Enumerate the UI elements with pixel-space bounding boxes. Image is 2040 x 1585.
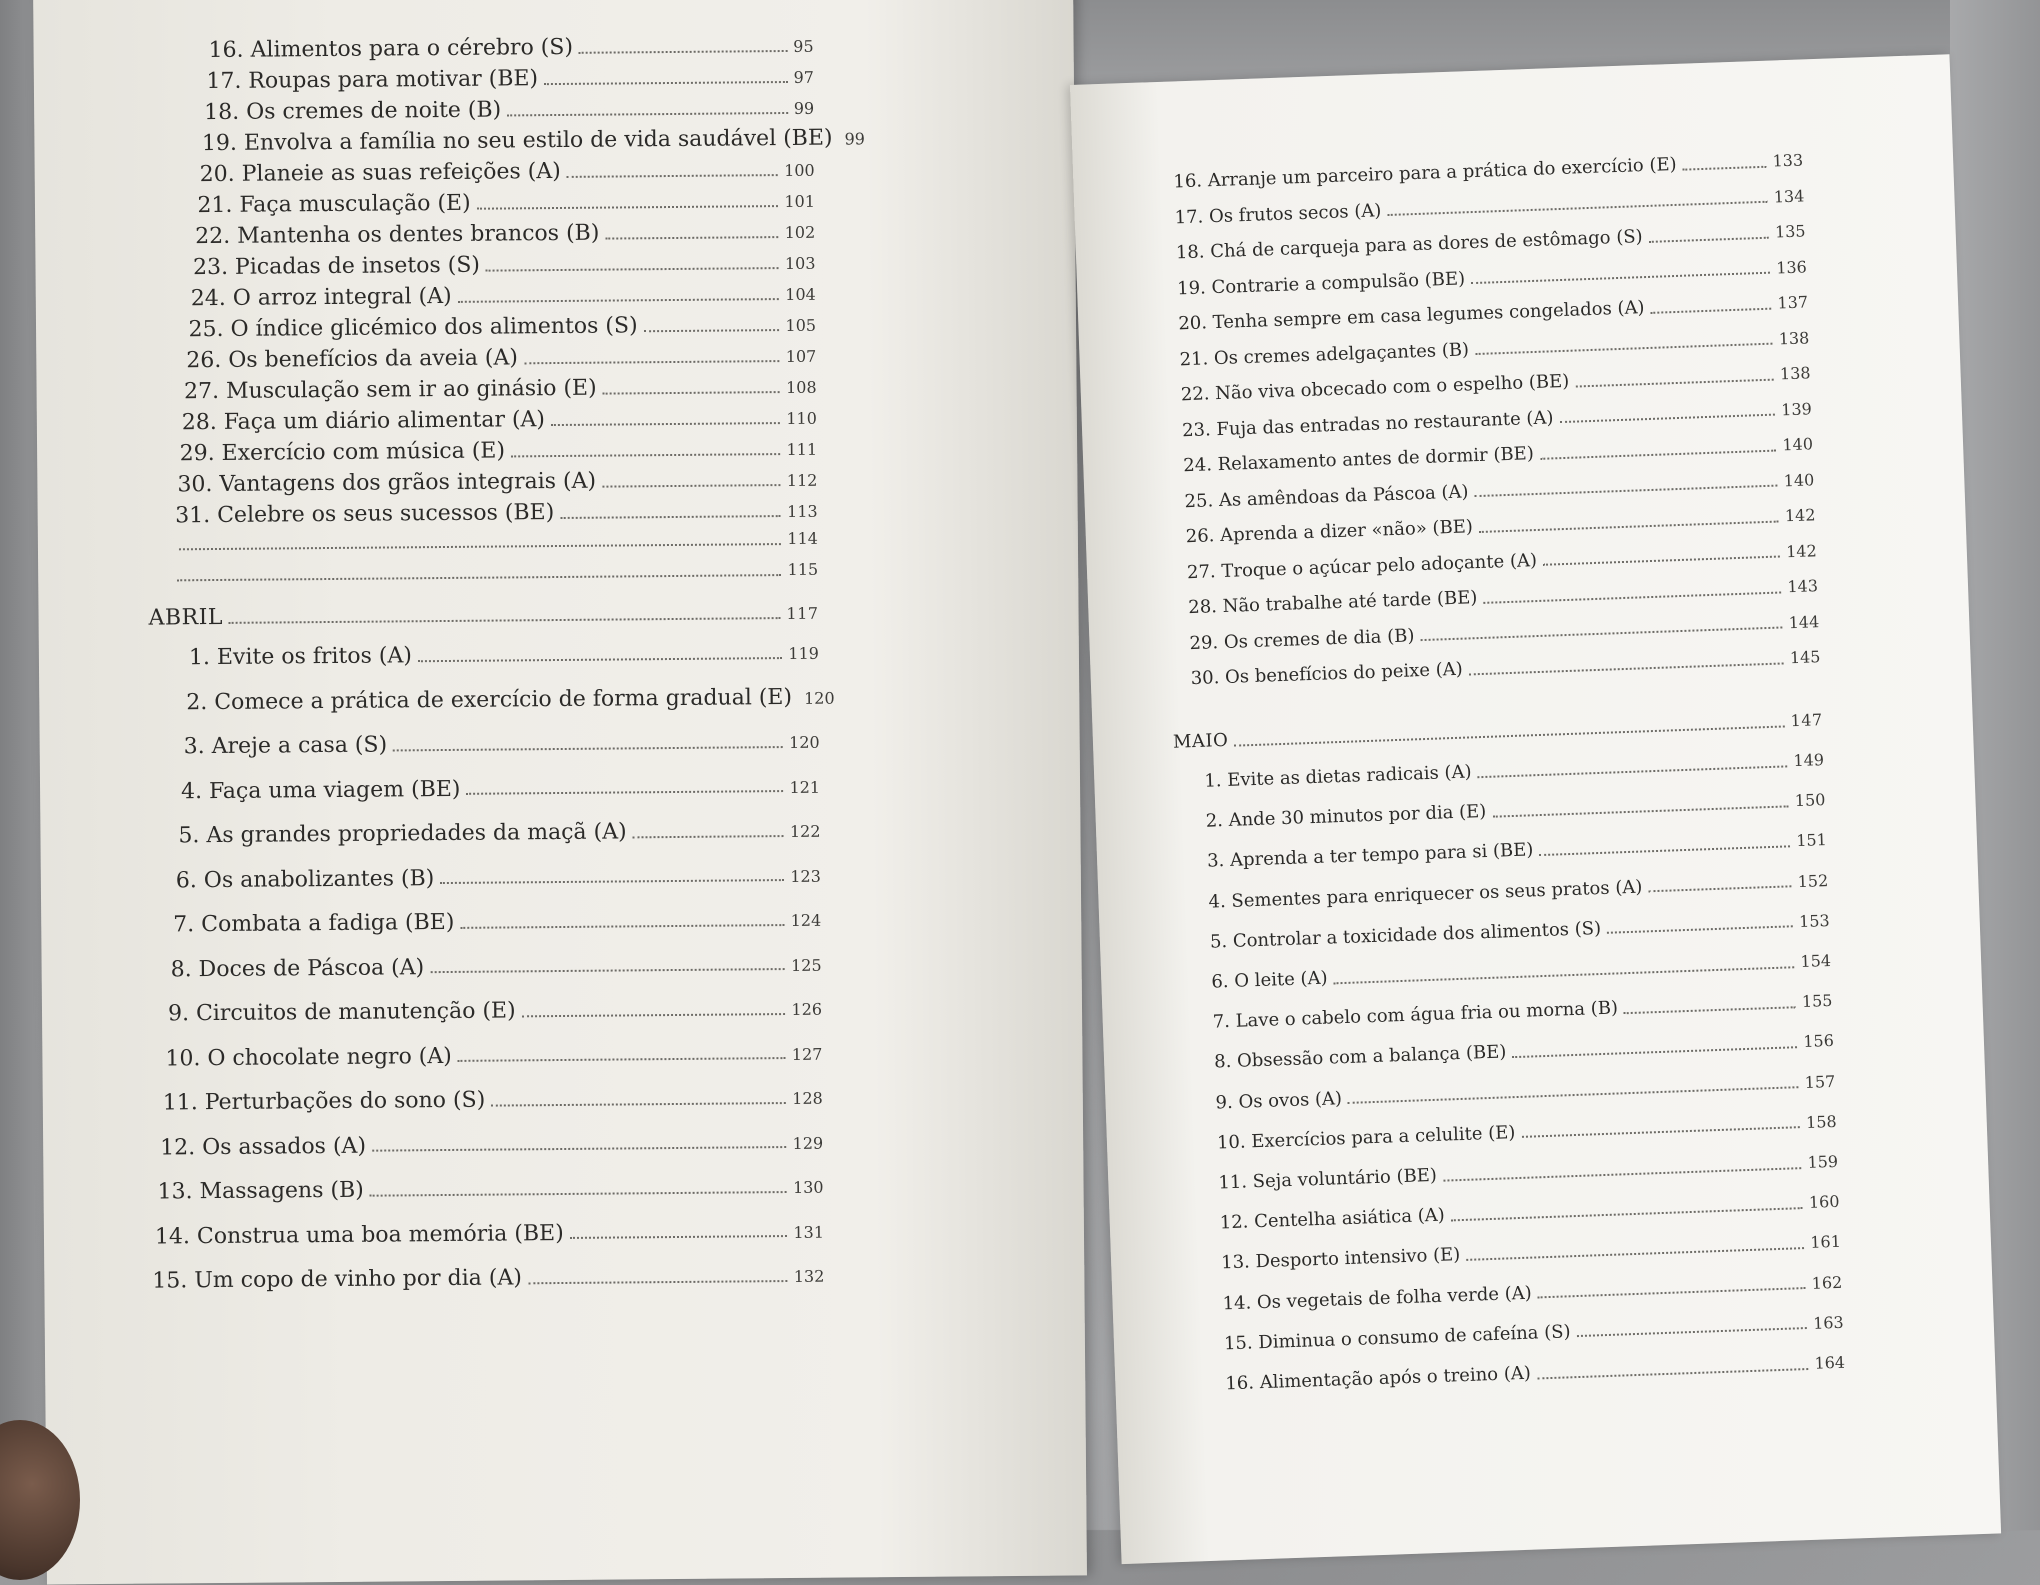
- toc-entry-title: 31. Celebre os seus sucessos (BE): [175, 500, 554, 528]
- toc-entry-title: 10. Exercícios para a celulite (E): [1217, 1122, 1516, 1153]
- dot-leader: [477, 205, 779, 210]
- toc-entry: [1218, 1151, 1838, 1194]
- toc-page-number: 103: [785, 254, 816, 273]
- dot-leader: [603, 391, 780, 395]
- toc-entry: [1211, 950, 1831, 993]
- toc-page-number: 125: [791, 955, 822, 974]
- toc-entry-title: 4. Faça uma viagem (BE): [181, 776, 461, 803]
- toc-entry-title: 22. Não viva obcecado com o espelho (BE): [1181, 371, 1570, 406]
- toc-page-number: 108: [786, 378, 817, 397]
- toc-entry-title: 19. Envolva a família no seu estilo de vida saudável (BE): [202, 126, 833, 157]
- toc-page-number: 156: [1803, 1031, 1834, 1051]
- toc-entry-title: 25. As amêndoas da Páscoa (A): [1184, 481, 1469, 512]
- toc-entry: [1210, 910, 1830, 953]
- dot-leader: [544, 80, 787, 84]
- toc-entry-title: 29. Exercício com música (E): [180, 438, 506, 466]
- toc-entry: [160, 1129, 823, 1160]
- toc-entry: [1190, 646, 1820, 689]
- toc-entry: [178, 818, 820, 849]
- toc-entry-title: 17. Roupas para motivar (BE): [206, 66, 538, 94]
- toc-entry: [1173, 149, 1803, 192]
- toc-entry-title: 5. As grandes propriedades da maçã (A): [178, 819, 626, 848]
- toc-entry-title: 27. Musculação sem ir ao ginásio (E): [184, 376, 597, 405]
- toc-entry-title: 8. Doces de Páscoa (A): [171, 955, 425, 982]
- dot-leader: [177, 574, 782, 581]
- toc-entry-title: 10. O chocolate negro (A): [165, 1043, 452, 1070]
- toc-entry-title: 9. Circuitos de manutenção (E): [168, 998, 516, 1026]
- toc-entry: [184, 729, 820, 760]
- toc-entry-title: 11. Seja voluntário (BE): [1218, 1165, 1437, 1194]
- dot-leader: [524, 360, 780, 364]
- toc-entry: [189, 640, 819, 670]
- section-heading: MAIO: [1173, 730, 1229, 753]
- dot-leader: [1471, 272, 1770, 284]
- dot-leader: [567, 174, 778, 178]
- toc-page-number: 121: [789, 777, 820, 796]
- dot-leader: [179, 543, 781, 550]
- toc-entry-title: 23. Picadas de insetos (S): [193, 253, 480, 281]
- toc-entry-title: 19. Contrarie a compulsão (BE): [1177, 268, 1466, 299]
- toc-page-number: 112: [787, 471, 818, 490]
- toc-entry: [1208, 870, 1828, 913]
- toc-page-number: 127: [792, 1044, 823, 1063]
- toc-page-number: 97: [793, 68, 814, 87]
- toc-page-number: 142: [1786, 541, 1817, 561]
- dot-leader: [1348, 1086, 1799, 1104]
- toc-page-number: 152: [1797, 871, 1828, 891]
- toc-entry-title: 4. Sementes para enriquecer os seus pratos (A): [1208, 876, 1642, 912]
- toc-entry: [188, 312, 816, 342]
- toc-entry: [200, 157, 815, 187]
- dot-leader: [551, 422, 780, 426]
- toc-page-number: 130: [793, 1178, 824, 1197]
- toc-entry: [180, 436, 818, 467]
- dot-leader: [560, 515, 781, 519]
- toc-page-number: 102: [785, 223, 816, 242]
- toc-entry-title: 24. Relaxamento antes de dormir (BE): [1183, 443, 1534, 476]
- toc-entry-title: 5. Controlar a toxicidade dos alimentos (S): [1210, 918, 1602, 953]
- toc-entry: [184, 374, 817, 405]
- toc-entry-title: 2. Ande 30 minutos por dia (E): [1205, 801, 1486, 832]
- toc-entry: [193, 250, 816, 280]
- dot-leader: [1624, 1006, 1796, 1014]
- toc-entry: [182, 405, 817, 436]
- toc-entry: [1212, 990, 1832, 1033]
- toc-entry: [1215, 1071, 1835, 1114]
- dot-leader: [1521, 1126, 1800, 1138]
- section-heading: ABRIL: [148, 605, 223, 631]
- toc-page-number: 142: [1785, 505, 1816, 525]
- toc-page-number: 151: [1796, 830, 1827, 850]
- toc-entry: [175, 498, 818, 529]
- dot-leader: [528, 1280, 788, 1284]
- toc-page-number: 135: [1775, 221, 1806, 241]
- toc-entry: [177, 467, 817, 498]
- toc-entry: [1225, 1352, 1845, 1395]
- dot-leader: [1560, 414, 1776, 424]
- dot-leader: [229, 617, 781, 624]
- toc-page-number: 104: [785, 285, 816, 304]
- toc-entry-title: 17. Os frutos secos (A): [1174, 200, 1381, 228]
- dot-leader: [1451, 1207, 1803, 1221]
- dot-leader: [1475, 343, 1773, 355]
- toc-entry: [1178, 291, 1808, 334]
- toc-entry-title: 20. Planeie as suas refeições (A): [200, 159, 561, 187]
- toc-entry: [1176, 220, 1806, 263]
- toc-page-number: 147: [1790, 710, 1823, 730]
- toc-entry-title: 2. Comece a prática de exercício de forma gradual (E): [186, 684, 792, 714]
- dot-leader: [491, 1102, 786, 1107]
- dot-leader: [418, 657, 782, 662]
- dot-leader: [644, 329, 780, 332]
- toc-page-number: 159: [1807, 1152, 1838, 1172]
- toc-entry-title: 30. Os benefícios do peixe (A): [1190, 659, 1463, 689]
- toc-entry-title: 8. Obsessão com a balança (BE): [1214, 1042, 1507, 1073]
- toc-entry-title: 28. Não trabalhe até tarde (BE): [1188, 587, 1478, 618]
- dot-leader: [458, 298, 780, 303]
- toc-entry-title: 27. Troque o açúcar pelo adoçante (A): [1187, 550, 1538, 583]
- toc-entry: [186, 343, 816, 373]
- toc-entry: [1207, 829, 1827, 872]
- toc-page-number: 133: [1772, 150, 1803, 170]
- toc-page-number: 99: [844, 129, 865, 148]
- toc-entry-title: 20. Tenha sempre em casa legumes congelados (A): [1178, 297, 1645, 334]
- toc-entry: [1224, 1312, 1844, 1355]
- toc-entry: [204, 95, 814, 125]
- dot-leader: [440, 879, 784, 884]
- toc-entry: [1174, 185, 1804, 228]
- dot-leader: [1538, 1287, 1806, 1298]
- toc-entry: [176, 862, 821, 893]
- toc-entry-title: 13. Massagens (B): [157, 1178, 363, 1205]
- toc-entry-title: 12. Centelha asiática (A): [1219, 1205, 1445, 1234]
- toc-page-number: 129: [793, 1133, 824, 1152]
- toc-entry-title: 1. Evite as dietas radicais (A): [1204, 761, 1472, 791]
- toc-page-number: 160: [1809, 1192, 1840, 1212]
- toc-page-number: 162: [1811, 1272, 1842, 1292]
- toc-entry-title: 1. Evite os fritos (A): [189, 643, 412, 670]
- toc-page-number: 119: [788, 644, 819, 663]
- dot-leader: [1234, 725, 1784, 746]
- toc-page-number: 128: [792, 1089, 823, 1108]
- toc-entry-title: 15. Um copo de vinho por dia (A): [152, 1265, 522, 1293]
- toc-page-number: 131: [793, 1222, 824, 1241]
- toc-entry: [163, 1085, 823, 1116]
- dot-leader: [1421, 626, 1783, 641]
- dot-leader: [579, 49, 787, 53]
- toc-entry-title: 18. Chá de carqueja para as dores de estômago (S): [1176, 226, 1643, 263]
- dot-leader: [522, 1013, 786, 1017]
- dot-leader: [602, 484, 781, 488]
- toc-entry-title: 14. Os vegetais de folha verde (A): [1222, 1282, 1532, 1314]
- toc-page-number: 155: [1802, 991, 1833, 1011]
- toc-entry-title: 6. Os anabolizantes (B): [176, 866, 435, 893]
- toc-entry-title: 30. Vantagens dos grãos integrais (A): [177, 469, 596, 498]
- toc-entry: [1177, 256, 1807, 299]
- toc-entry-title: 26. Aprenda a dizer «não» (BE): [1185, 516, 1473, 547]
- toc-entry-title: 23. Fuja das entradas no restaurante (A): [1182, 407, 1554, 441]
- dot-leader: [372, 1146, 787, 1152]
- toc-entry: [195, 219, 815, 249]
- toc-page-number: 122: [790, 822, 821, 841]
- dot-leader: [1469, 662, 1784, 675]
- toc-page-number: 110: [786, 409, 817, 428]
- toc-page-number: 140: [1783, 470, 1814, 490]
- toc-page-number: 99: [794, 99, 815, 118]
- toc-page-number: 143: [1787, 576, 1818, 596]
- toc-page-number: 115: [788, 560, 819, 579]
- toc-entry-title: 9. Os ovos (A): [1215, 1088, 1342, 1113]
- toc-page-number: 150: [1795, 790, 1826, 810]
- dot-leader: [458, 1057, 786, 1062]
- book-right-page: [1070, 54, 2001, 1564]
- toc-page-number: 158: [1806, 1112, 1837, 1132]
- toc-entry-title: 15. Diminua o consumo de cafeína (S): [1224, 1321, 1571, 1354]
- toc-page-number: 114: [787, 529, 818, 548]
- toc-entry-title: 16. Alimentação após o treino (A): [1225, 1363, 1531, 1395]
- toc-page-number: 120: [789, 733, 820, 752]
- toc-entry-title: 3. Aprenda a ter tempo para si (BE): [1207, 840, 1534, 872]
- dot-leader: [633, 835, 784, 838]
- toc-page-number: 145: [1790, 647, 1821, 667]
- toc-entry: [1221, 1231, 1841, 1274]
- toc-entry-title: 24. O arroz integral (A): [191, 284, 452, 311]
- toc-entry: [1222, 1271, 1842, 1314]
- dot-leader: [1651, 307, 1772, 313]
- toc-entry: [168, 996, 822, 1027]
- dot-leader: [1540, 449, 1777, 459]
- dot-leader: [1478, 765, 1788, 778]
- toc-entry: [1184, 469, 1814, 512]
- dot-leader: [460, 924, 784, 929]
- dot-leader: [393, 746, 783, 751]
- dot-leader: [1537, 1368, 1809, 1379]
- toc-entry: [155, 1218, 824, 1249]
- toc-entry: [173, 907, 821, 938]
- toc-page-number: 111: [786, 440, 817, 459]
- toc-entry-title: 12. Os assados (A): [160, 1133, 366, 1160]
- toc-entry: [209, 33, 814, 63]
- dot-leader: [1543, 555, 1780, 565]
- toc-entry: [1187, 540, 1817, 583]
- toc-page-number: 134: [1773, 186, 1804, 206]
- toc-page-number: 136: [1776, 257, 1807, 277]
- toc-entry-title: 7. Combata a fadiga (BE): [173, 910, 454, 937]
- toc-entry-title: 29. Os cremes de dia (B): [1189, 625, 1415, 654]
- toc-page-number: 161: [1810, 1232, 1841, 1252]
- toc-entry: [1179, 327, 1809, 370]
- dot-leader: [1577, 1327, 1808, 1337]
- dot-leader: [1540, 845, 1791, 856]
- toc-entry-title: 21. Os cremes adelgaçantes (B): [1179, 339, 1469, 370]
- toc-entry: [186, 684, 819, 715]
- dot-leader: [1492, 805, 1789, 817]
- dot-leader: [1512, 1046, 1797, 1058]
- toc-entry: [171, 951, 822, 982]
- toc-entry: [202, 126, 815, 156]
- toc-page-number: 132: [794, 1267, 825, 1286]
- dot-leader: [1443, 1167, 1802, 1182]
- toc-page-number: 95: [793, 37, 814, 56]
- dot-leader: [486, 267, 779, 272]
- toc-page-number: 113: [787, 502, 818, 521]
- toc-entry: [1183, 433, 1813, 476]
- toc-page-number: 101: [784, 192, 815, 211]
- toc-entry: [171, 560, 819, 585]
- dot-leader: [507, 111, 788, 115]
- toc-entry: [1189, 611, 1819, 654]
- toc-entry-title: 7. Lave o cabelo com água fria ou morna (B): [1212, 998, 1618, 1033]
- toc-entry-title: 16. Alimentos para o cérebro (S): [209, 35, 574, 63]
- toc-page-number: 120: [804, 688, 835, 707]
- toc-entry: [1181, 362, 1811, 405]
- toc-entry: [197, 188, 815, 218]
- dot-leader: [370, 1191, 787, 1197]
- toc-entry: [1188, 575, 1818, 618]
- dot-leader: [1607, 926, 1793, 934]
- toc-entry: [165, 1040, 822, 1071]
- toc-page-number: 139: [1781, 399, 1812, 419]
- toc-page-number: 100: [784, 161, 815, 180]
- section-heading-row: [148, 600, 818, 631]
- dot-leader: [1483, 591, 1781, 603]
- toc-page-number: 124: [791, 911, 822, 930]
- toc-entry: [152, 1263, 824, 1294]
- dot-leader: [1683, 165, 1767, 170]
- toc-entry-title: 22. Mantenha os dentes brancos (B): [195, 221, 599, 250]
- toc-page-number: 126: [791, 1000, 822, 1019]
- toc-page-number: 154: [1800, 951, 1831, 971]
- toc-entry-title: 26. Os benefícios da aveia (A): [186, 345, 518, 373]
- toc-entry: [173, 529, 818, 554]
- dot-leader: [1387, 201, 1768, 216]
- dot-leader: [1466, 1247, 1804, 1261]
- toc-entry-title: 11. Perturbações do sono (S): [163, 1088, 486, 1116]
- dot-leader: [1334, 966, 1795, 984]
- toc-entry: [1185, 504, 1815, 547]
- dot-leader: [1648, 885, 1791, 892]
- toc-page-number: 144: [1788, 612, 1819, 632]
- toc-entry: [157, 1174, 823, 1205]
- toc-entry: [1204, 749, 1824, 792]
- toc-page-number: 117: [786, 604, 818, 623]
- toc-entry-title: 25. O índice glicémico dos alimentos (S): [188, 313, 637, 342]
- toc-entry-title: 28. Faça um diário alimentar (A): [182, 407, 545, 435]
- toc-entry-title: 18. Os cremes de noite (B): [204, 97, 501, 125]
- toc-page-number: 137: [1777, 292, 1808, 312]
- toc-page-number: 163: [1813, 1313, 1844, 1333]
- toc-entry-title: 21. Faça musculação (E): [197, 191, 470, 218]
- toc-page-number: 164: [1814, 1353, 1845, 1373]
- toc-page-number: 107: [786, 347, 817, 366]
- toc-page-number: 157: [1804, 1072, 1835, 1092]
- dot-leader: [430, 968, 785, 973]
- toc-entry: [1217, 1111, 1837, 1154]
- dot-leader: [511, 453, 781, 457]
- toc-page-number: 140: [1782, 434, 1813, 454]
- toc-entry: [1214, 1030, 1834, 1073]
- toc-entry-title: 6. O leite (A): [1211, 968, 1328, 993]
- dot-leader: [1475, 485, 1778, 498]
- toc-entry: [1182, 398, 1812, 441]
- toc-page-number: 138: [1780, 363, 1811, 383]
- toc-page-number: 105: [785, 316, 816, 335]
- toc-entry-title: 14. Construa uma boa memória (BE): [155, 1220, 564, 1249]
- toc-entry: [1205, 789, 1825, 832]
- toc-entry: [191, 281, 816, 311]
- toc-entry-title: 3. Areje a casa (S): [184, 733, 388, 760]
- dot-leader: [570, 1235, 788, 1239]
- toc-entry-title: 16. Arranje um parceiro para a prática do exercício (E): [1173, 154, 1677, 193]
- toc-page-number: 123: [790, 866, 821, 885]
- toc-page-number: 149: [1793, 750, 1824, 770]
- dot-leader: [605, 236, 778, 240]
- section-heading-row: [1173, 709, 1823, 753]
- toc-entry: [206, 64, 814, 94]
- toc-page-number: 138: [1778, 328, 1809, 348]
- toc-entry-title: 13. Desporto intensivo (E): [1221, 1244, 1461, 1273]
- dot-leader: [1575, 378, 1774, 387]
- toc-entry: [1219, 1191, 1839, 1234]
- dot-leader: [1649, 236, 1769, 242]
- dot-leader: [1479, 520, 1779, 532]
- toc-entry: [181, 773, 820, 804]
- dot-leader: [466, 790, 783, 795]
- toc-page-number: 153: [1799, 911, 1830, 931]
- book-left-page: [33, 0, 1087, 1585]
